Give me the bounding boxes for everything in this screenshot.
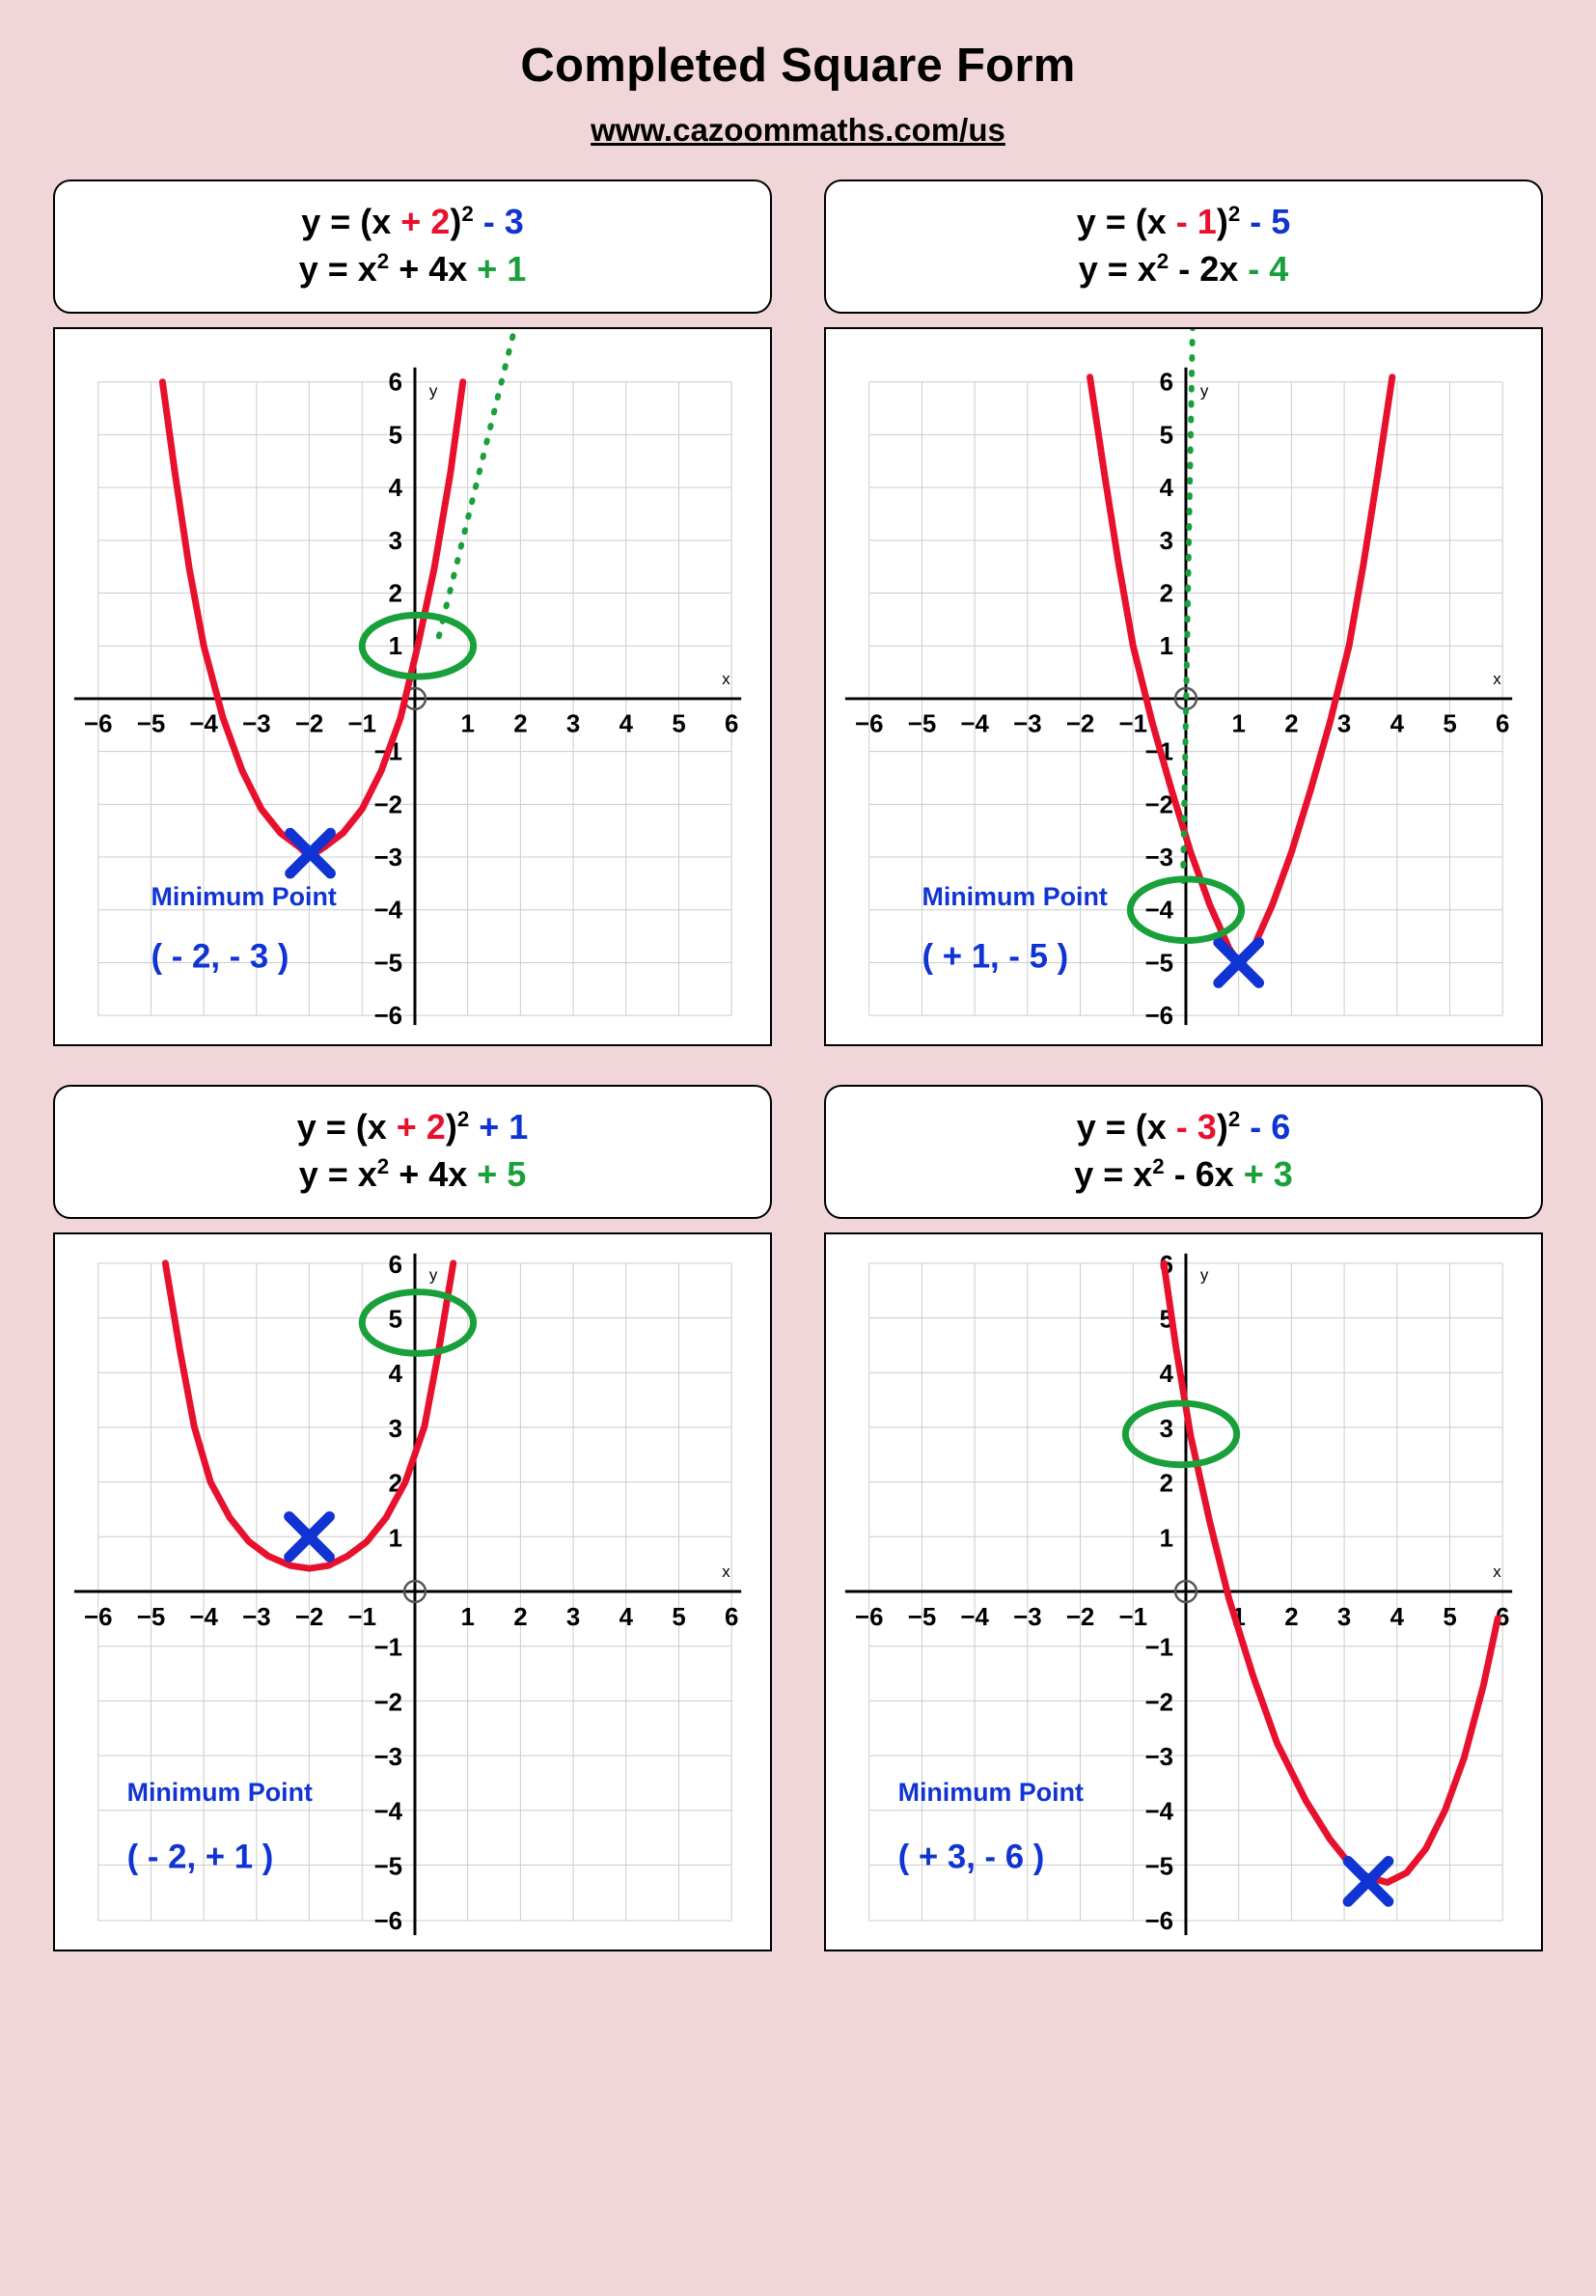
equation-completed-square-3: $y = (x + 2)^2 + 1$ [296,1107,529,1148]
svg-text:4: 4 [388,1361,403,1389]
svg-text:1: 1 [1159,1525,1174,1553]
eq4x-power: 2 [1152,1153,1165,1178]
svg-text:−4: −4 [373,897,403,925]
svg-text:4: 4 [1390,1604,1405,1632]
eq4-power: 2 [1227,1107,1241,1132]
svg-text:−4: −4 [189,1604,218,1632]
svg-text:1: 1 [460,710,475,738]
eq4x-constant: + 3 [1243,1153,1293,1194]
minimum-point-label-2: Minimum Point [922,881,1108,911]
svg-text:−4: −4 [189,710,218,738]
svg-text:−4: −4 [1144,1799,1174,1827]
svg-text:6: 6 [725,710,739,738]
svg-text:6: 6 [725,1604,739,1632]
svg-text:−1: −1 [1144,738,1174,766]
eq1-shift: + 2 [400,202,451,241]
eq3-constant: + 1 [469,1107,529,1148]
eq3x-constant: + 5 [477,1153,527,1194]
svg-text:3: 3 [1159,1416,1174,1444]
svg-text:3: 3 [388,527,403,555]
svg-text:4: 4 [1159,475,1174,503]
svg-text:−4: −4 [960,1604,989,1632]
eq4-prefix: y = (x [1076,1107,1176,1148]
eq2x-power: 2 [1156,248,1169,273]
svg-text:4: 4 [388,475,403,503]
svg-text:−3: −3 [1144,1744,1174,1772]
svg-text:4: 4 [1159,1361,1174,1389]
eq4x-middle: - 6x [1164,1153,1244,1194]
svg-text:2: 2 [1284,1604,1299,1632]
svg-text:5: 5 [388,1306,403,1334]
equation-expanded-4 [836,1151,1531,1199]
minimum-point-label-1: Minimum Point [151,881,337,911]
eq3x-middle: + 4x [389,1153,478,1194]
graph-1 [53,327,772,1046]
svg-text:2: 2 [513,1604,528,1632]
svg-text:−3: −3 [373,1744,403,1772]
svg-text:−5: −5 [373,950,403,978]
svg-text:1: 1 [388,633,403,661]
svg-text:−1: −1 [347,710,377,738]
equation-completed-square-4: y = (x - 3)$^2$ - 6 [1076,1107,1291,1148]
svg-text:−3: −3 [242,1604,271,1632]
svg-text:−5: −5 [1144,950,1174,978]
svg-text:−3: −3 [242,710,271,738]
panel-2 [810,180,1557,1046]
eq1-power: 2 [461,202,474,226]
equation-box-1 [53,180,772,314]
svg-text:5: 5 [672,1604,686,1632]
svg-text:4: 4 [1390,710,1405,738]
svg-text:−5: −5 [1144,1853,1174,1881]
svg-text:6: 6 [1496,1604,1510,1632]
svg-text:−5: −5 [136,1604,166,1632]
eq2-prefix: y = (x [1076,202,1176,241]
equation-expanded-3 [65,1151,760,1199]
eq3x-power: 2 [376,1153,390,1178]
eq3-shift: + 2 [396,1107,446,1148]
equation-expanded-1 [65,246,760,293]
eq1x-prefix: y = x [298,248,377,289]
svg-text:3: 3 [1336,1604,1352,1632]
equation-box-3 [53,1085,772,1219]
svg-text:−1: −1 [373,738,403,766]
svg-text:1: 1 [388,1525,403,1553]
svg-text:−3: −3 [1013,710,1042,738]
equation-box-4 [824,1085,1543,1219]
eq1x-middle: + 4x [389,248,478,289]
eq3-prefix: y = (x [296,1107,397,1148]
svg-text:4: 4 [619,710,634,738]
graph-3 [53,1232,772,1951]
minimum-point-label-3: Minimum Point [126,1778,313,1808]
svg-text:−6: −6 [1144,1003,1174,1031]
svg-text:−2: −2 [294,710,324,738]
minimum-point-label-4: Minimum Point [897,1778,1084,1808]
svg-text:3: 3 [565,1604,581,1632]
svg-text:5: 5 [1159,1306,1174,1334]
svg-text:−2: −2 [373,1689,403,1717]
svg-text:−2: −2 [1144,1689,1174,1717]
svg-text:3: 3 [1159,527,1174,555]
eq2-shift: - 1 [1175,202,1217,241]
svg-text:1: 1 [1231,1604,1246,1632]
svg-text:x: x [722,670,730,689]
minimum-point-value-2: ( + 1, - 5 ) [922,937,1069,976]
svg-text:5: 5 [1159,422,1174,450]
eq2x-prefix: y = x [1078,248,1157,289]
graph-4 [824,1232,1543,1951]
eq1x-power: 2 [376,248,390,273]
svg-text:3: 3 [565,710,581,738]
eq2-power: 2 [1227,202,1241,226]
svg-text:1: 1 [1231,710,1246,738]
eq1x-constant: + 1 [477,248,527,289]
equation-box-2 [824,180,1543,314]
eq2x-constant: - 4 [1248,248,1289,289]
svg-text:−2: −2 [373,791,403,819]
svg-text:x: x [1493,670,1501,689]
svg-text:3: 3 [388,1416,403,1444]
minimum-point-value-3: ( - 2, + 1 ) [126,1838,274,1876]
svg-text:5: 5 [672,710,686,738]
row-spacer-left [39,1046,786,1085]
panel-3 [39,1085,786,1951]
svg-text:−3: −3 [1144,844,1174,872]
svg-text:−1: −1 [373,1635,403,1663]
svg-text:x: x [722,1563,730,1582]
svg-text:2: 2 [513,710,528,738]
svg-text:4: 4 [619,1604,634,1632]
eq1-prefix: y = (x [301,202,401,241]
svg-text:6: 6 [1496,710,1510,738]
svg-text:−5: −5 [136,710,166,738]
svg-text:2: 2 [1159,580,1174,608]
graph-2 [824,327,1543,1046]
svg-text:−6: −6 [84,710,113,738]
eq1-constant: - 3 [473,202,524,241]
svg-text:1: 1 [1159,633,1174,661]
svg-text:2: 2 [388,1470,403,1498]
svg-text:5: 5 [388,422,403,450]
svg-text:−2: −2 [294,1604,324,1632]
panels-grid [0,180,1596,1951]
svg-text:−6: −6 [373,1908,403,1936]
svg-text:−6: −6 [373,1003,403,1031]
svg-text:6: 6 [388,369,403,397]
svg-text:y: y [1199,381,1209,401]
eq4x-prefix: y = x [1074,1153,1153,1194]
equation-expanded-2 [836,246,1531,293]
vertex-marker-1 [290,833,331,873]
panel-4 [810,1085,1557,1951]
svg-text:−6: −6 [1144,1908,1174,1936]
svg-text:y: y [428,1266,438,1286]
svg-text:y: y [428,381,438,401]
svg-text:y: y [1199,1266,1209,1286]
svg-text:1: 1 [460,1604,475,1632]
svg-text:−2: −2 [1065,710,1095,738]
svg-text:−6: −6 [84,1604,113,1632]
svg-text:5: 5 [1443,1604,1457,1632]
equation-completed-square-1: $y = (x + 2)^2 - 3$ [301,202,524,241]
svg-text:5: 5 [1443,710,1457,738]
svg-text:2: 2 [1284,710,1299,738]
svg-text:−1: −1 [1118,1604,1148,1632]
minimum-point-value-4: ( + 3, - 6 ) [897,1838,1045,1876]
svg-text:−2: −2 [1144,791,1174,819]
svg-text:6: 6 [388,1252,403,1280]
svg-text:3: 3 [1336,710,1352,738]
svg-text:−6: −6 [855,1604,884,1632]
eq2-constant: - 5 [1240,202,1291,241]
svg-text:−5: −5 [907,1604,937,1632]
svg-text:−6: −6 [855,710,884,738]
svg-text:−2: −2 [1065,1604,1095,1632]
svg-text:−1: −1 [1144,1635,1174,1663]
svg-text:−1: −1 [1118,710,1148,738]
svg-text:−4: −4 [1144,897,1174,925]
eq3-power: 2 [456,1107,470,1132]
eq4-constant: - 6 [1240,1107,1291,1148]
svg-text:2: 2 [388,580,403,608]
svg-text:−4: −4 [373,1799,403,1827]
eq2x-middle: - 2x [1169,248,1249,289]
svg-text:−3: −3 [1013,1604,1042,1632]
svg-text:2: 2 [1159,1470,1174,1498]
svg-text:−3: −3 [373,844,403,872]
website-link: www.cazoommaths.com/us [591,112,1005,148]
equation-completed-square-2: y = (x - 1)$^2$ - 5 [1076,202,1291,241]
panel-1 [39,180,786,1046]
page-title: Completed Square Form [520,40,1076,92]
svg-text:6: 6 [1159,1252,1174,1280]
svg-text:−5: −5 [907,710,937,738]
svg-text:x: x [1493,1563,1501,1582]
eq4-shift: - 3 [1175,1107,1217,1148]
svg-text:6: 6 [1159,369,1174,397]
svg-text:−1: −1 [347,1604,377,1632]
row-spacer-right [810,1046,1557,1085]
minimum-point-value-1: ( - 2, - 3 ) [151,937,289,976]
svg-text:−4: −4 [960,710,989,738]
svg-text:−5: −5 [373,1853,403,1881]
eq3x-prefix: y = x [298,1153,377,1194]
